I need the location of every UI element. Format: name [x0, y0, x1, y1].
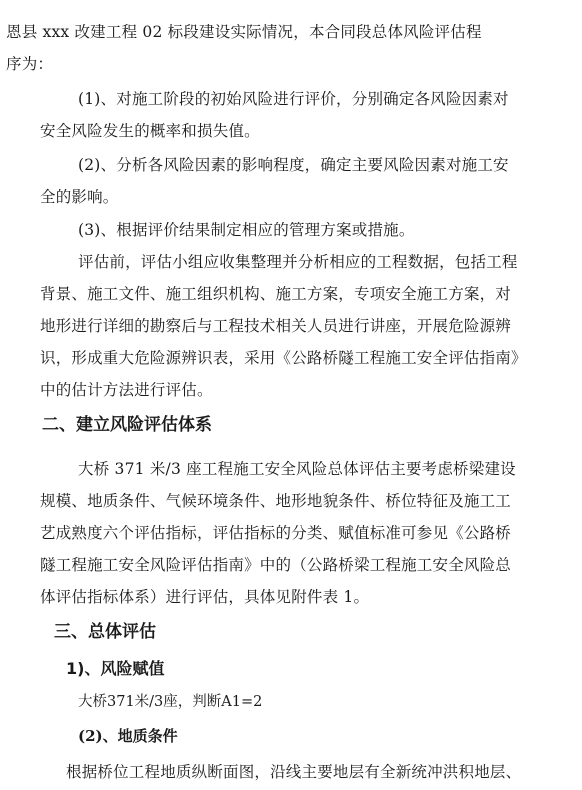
paragraph-line: 艺成熟度六个评估指标，评估指标的分类、赋值标准可参见《公路桥 — [40, 524, 512, 542]
paragraph-line: 规模、地质条件、气候环境条件、地形地貌条件、桥位特征及施工工 — [40, 492, 512, 510]
paragraph-line: 识，形成重大危险源辨识表，采用《公路桥隧工程施工安全评估指南》 — [40, 349, 527, 367]
list-item-1-cont: 安全风险发生的概率和损失值。 — [40, 122, 260, 140]
paragraph-line: 恩县 xxx 改建工程 02 标段建设实际情况，本合同段总体风险评估程 — [6, 23, 482, 41]
subsection-heading-geology: (2)、地质条件 — [78, 727, 178, 745]
paragraph-line: 评估前，评估小组应收集整理并分析相应的工程数据，包括工程 — [78, 253, 518, 271]
subsection-heading-risk-value: 1)、风险赋值 — [66, 659, 165, 678]
paragraph-line: 地形进行详细的勘察后与工程技术相关人员进行讲座，开展危险源辨 — [40, 317, 512, 335]
list-item-1: (1)、对施工阶段的初始风险进行评价，分别确定各风险因素对 — [78, 90, 509, 108]
section-heading-2: 二、建立风险评估体系 — [42, 415, 212, 435]
paragraph-line: 中的估计方法进行评估。 — [40, 381, 213, 399]
paragraph-line: 隧工程施工安全风险评估指南》中的（公路桥梁工程施工安全风险总 — [40, 556, 512, 574]
list-item-3: (3)、根据评价结果制定相应的管理方案或措施。 — [78, 221, 415, 239]
paragraph-line: 根据桥位工程地质纵断面图，沿线主要地层有全新统冲洪积地层、 — [66, 763, 522, 781]
section-heading-3: 三、总体评估 — [54, 622, 156, 642]
list-item-2: (2)、分析各风险因素的影响程度，确定主要风险因素对施工安 — [78, 156, 509, 174]
list-item-2-cont: 全的影响。 — [40, 188, 119, 206]
paragraph-line: 大桥 371 米/3 座工程施工安全风险总体评估主要考虑桥梁建设 — [78, 460, 516, 478]
paragraph-line: 体评估指标体系）进行评估，具体见附件表 1。 — [40, 588, 370, 606]
paragraph-line: 序为： — [6, 55, 54, 73]
paragraph-line: 背景、施工文件、施工组织机构、施工方案，专项安全施工方案，对 — [40, 285, 512, 303]
risk-value-line: 大桥371米/3座，判断A1=2 — [78, 694, 263, 710]
